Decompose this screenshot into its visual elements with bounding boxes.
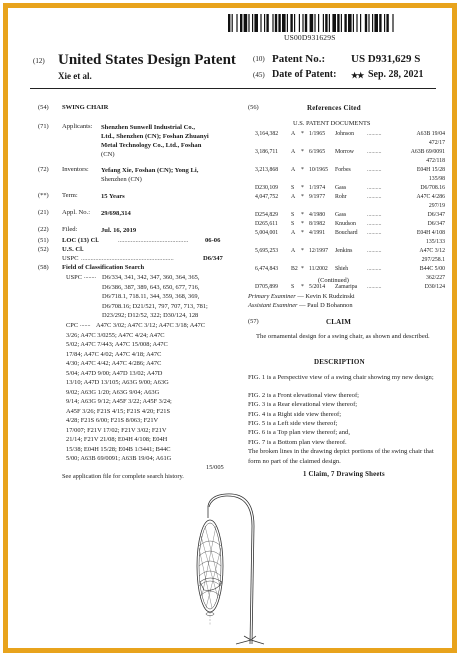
loc-label: LOC (13) Cl.	[62, 237, 99, 244]
ref-subclass: 362/227	[425, 275, 445, 281]
cpc-line: 13/10; A47D 13/105; A63G 9/00; A63G	[66, 379, 169, 386]
barcode-bar	[329, 14, 330, 32]
ref-subclass: 297/258.1	[421, 257, 445, 263]
ref-name: Gass	[335, 212, 347, 218]
us-cl-label: U.S. Cl.	[62, 246, 84, 253]
ref-date: 1/1974	[309, 185, 326, 191]
patent-date: Sep. 28, 2021	[368, 69, 424, 80]
barcode-bar	[332, 14, 336, 32]
inid-code-54: (54)	[38, 104, 49, 111]
ref-leader: ..........	[367, 221, 382, 227]
patent-number-label: Patent No.:	[272, 53, 326, 65]
appl-no-value: 29/698,314	[101, 210, 131, 217]
ref-subclass: 135/98	[428, 176, 445, 182]
barcode-bar	[314, 14, 315, 32]
ref-number: D705,899	[255, 284, 279, 290]
inid-code-52: (52)	[38, 246, 49, 253]
description-line: FIG. 3 is a Rear elevational view thereof;	[248, 401, 358, 409]
reference-row	[255, 212, 445, 221]
ref-number: 3,164,382	[255, 131, 279, 137]
inid-code-21: (21)	[38, 209, 49, 216]
barcode-bar	[360, 14, 361, 32]
cpc-line: 5/02; A47C 7/443; A47C 15/008; A47C	[66, 341, 168, 348]
cpc-line: 3/26; A47C 3/0255; A47C 4/24; A47C	[66, 331, 165, 339]
ref-kind: A	[291, 248, 296, 254]
ref-class: A63B 69/0091	[410, 149, 445, 155]
ref-name: Morrow	[335, 149, 354, 155]
barcode-bar	[260, 14, 261, 32]
swing-chair-drawing	[196, 486, 266, 646]
ref-leader: ..........	[367, 185, 382, 191]
references-heading: References Cited	[307, 104, 361, 112]
barcode-bar	[344, 14, 346, 32]
uspc-label: USPC	[66, 274, 82, 281]
cpc-label: CPC	[66, 322, 79, 329]
document-title: United States Design Patent	[58, 52, 236, 68]
filed-label: Filed:	[62, 226, 78, 233]
ref-class: D6/708.16	[420, 185, 445, 191]
ref-name: Shieh	[335, 266, 349, 272]
barcode-bar	[294, 14, 295, 32]
barcode-bar	[379, 14, 381, 32]
ref-class: A63B 19/04	[416, 131, 445, 137]
ref-class: D6/347	[427, 221, 445, 227]
ref-leader: ..........	[367, 149, 382, 155]
ref-star: *	[301, 149, 304, 155]
broken-lines-note: The broken lines in the drawing depict portions of the swing chair that form no part of the claimed design.	[248, 448, 434, 465]
ref-kind: S	[291, 212, 295, 218]
barcode-bar	[341, 14, 342, 32]
barcode-bar	[278, 14, 280, 32]
inid-code-12: (12)	[33, 57, 45, 65]
date-stars: ★★	[351, 71, 364, 80]
uspc-line: D6/718.1, 718.11, 344, 359, 368, 369,	[102, 293, 200, 300]
reference-row	[255, 221, 445, 230]
header-inventors: Xie et al.	[58, 71, 92, 81]
barcode-bar	[248, 14, 249, 32]
reference-row	[255, 167, 445, 176]
barcode-bar	[299, 14, 300, 32]
ref-leader: ..........	[367, 248, 382, 254]
ref-leader: ..........	[367, 167, 382, 173]
ref-leader: ..........	[367, 230, 382, 236]
patent-date-label: Date of Patent:	[272, 69, 337, 80]
inid-code-57: (57)	[248, 318, 259, 325]
barcode-bar	[323, 14, 324, 32]
barcode-bar	[275, 14, 277, 32]
ref-name: Jenkins	[335, 248, 353, 254]
inid-code-58: (58)	[38, 264, 49, 271]
applicants-line	[101, 132, 209, 141]
us-patent-docs-heading: U.S. PATENT DOCUMENTS	[293, 120, 371, 127]
loc-value: 06-06	[205, 237, 221, 244]
barcode-bar	[348, 14, 352, 32]
ref-class: D30/124	[424, 284, 445, 290]
cpc-line: 4/28; F21S 6/00; F21S 8/063; F21V	[66, 417, 159, 424]
ref-subclass: 472/118	[426, 158, 445, 164]
reference-row	[255, 230, 445, 239]
ref-date: 5/2014	[309, 284, 326, 290]
reference-row	[255, 248, 445, 257]
ref-date: 1/1965	[309, 131, 326, 137]
description-heading: DESCRIPTION	[314, 358, 365, 366]
description-line: FIG. 7 is a Bottom plan view thereof.	[248, 438, 347, 446]
ref-class: E04H 4/108	[416, 230, 445, 236]
cpc-line: 9/02; A63G 1/20; A63G 9/04; A63G	[66, 388, 160, 396]
barcode-bar	[318, 14, 319, 32]
reference-row	[255, 194, 445, 203]
ref-kind: S	[291, 185, 295, 191]
cpc-line: 5/00; A63B 69/0091; A63B 19/04; A61G	[66, 455, 172, 462]
ref-star: *	[301, 131, 304, 137]
barcode-bar	[266, 14, 268, 32]
barcode-bar	[302, 14, 303, 32]
term-label: Term:	[62, 192, 78, 199]
cpc-line: 4/30; A47C 4/42; A47C 4/286; A47C	[66, 360, 162, 367]
description-line: FIG. 4 is a Right side view thereof;	[248, 410, 342, 418]
reference-row	[255, 185, 445, 194]
ref-class: B44C 5/00	[419, 266, 445, 272]
ref-subclass: 472/17	[428, 140, 445, 146]
ref-kind: A	[291, 194, 296, 200]
barcode-bar	[356, 14, 357, 32]
ref-star: *	[301, 230, 304, 236]
design-title: SWING CHAIR	[62, 104, 109, 111]
description-line: FIG. 2 is a Front elevational view thereof;	[248, 392, 359, 399]
reference-row	[255, 131, 445, 140]
claim-text: The ornamental design for a swing chair, as shown and described.	[256, 333, 430, 340]
appl-no-label: Appl. No.:	[62, 209, 91, 216]
barcode-bar	[384, 14, 385, 32]
description-line: FIG. 5 is a Left side view thereof;	[248, 419, 338, 427]
inid-code-72: (72)	[38, 166, 49, 173]
ref-subclass: 297/19	[428, 203, 445, 209]
ref-date: 8/1982	[309, 221, 326, 227]
description-line: FIG. 1 is a Perspective view of a swing chair showing my new design;	[248, 374, 434, 381]
applicants-line: (CN)	[101, 151, 115, 158]
cpc-line: 5/04; A47D 9/00; A47D 13/02; A47D	[66, 369, 163, 377]
barcode-bar	[252, 14, 253, 32]
barcode-bar	[290, 14, 292, 32]
ref-number: 5,695,253	[255, 248, 279, 254]
barcode-bar	[310, 14, 314, 32]
inventors-label: Inventors:	[62, 166, 89, 173]
uspc-line: D6/708.16; D21/521, 797, 707, 713, 781;	[102, 302, 208, 310]
reference-row	[255, 266, 445, 275]
us-cl-value: D6/347	[203, 255, 223, 262]
ref-star: *	[301, 212, 304, 218]
dot-leader: .......	[80, 322, 91, 328]
ref-date: 4/1980	[309, 212, 326, 218]
applicants-line: Metal Technology Co., Ltd., Foshan	[101, 142, 202, 149]
ref-number: D254,829	[255, 212, 279, 218]
ref-date: 6/1965	[309, 149, 326, 155]
barcode-bar	[372, 14, 373, 32]
cpc-line: 17/007; F21V 17/02; F21V 3/02; F21V	[66, 426, 167, 434]
barcode-bar	[365, 14, 367, 32]
primary-examiner-label: Primary Examiner	[248, 293, 296, 300]
cpc-line: A45F 3/26; F21S 4/15; F21S 4/20; F21S	[66, 407, 171, 415]
ref-number: 6,474,843	[255, 266, 279, 272]
ref-date: 10/1965	[309, 167, 329, 173]
ref-star: *	[301, 221, 304, 227]
ref-kind: S	[291, 221, 295, 227]
ref-name: Knudson	[335, 221, 356, 227]
ref-star: *	[301, 284, 304, 290]
inid-code-56: (56)	[248, 104, 259, 111]
cpc-line: 21/14; F21V 21/08; E04H 4/108; E04H	[66, 436, 168, 443]
barcode-bar	[374, 14, 378, 32]
ref-kind: B2	[291, 266, 298, 272]
barcode-bar	[254, 14, 258, 32]
barcode-bar	[228, 14, 230, 32]
cpc-line: 9/14; A63G 9/12; A45F 3/22; A45F 3/24;	[66, 398, 172, 405]
barcode-number: US00D931629S	[284, 33, 336, 42]
assistant-examiner-name: — Paul D Bohannon	[299, 302, 353, 309]
cpc-line: 17/84; A47C 4/02; A47C 4/18; A47C	[66, 350, 162, 358]
ref-kind: A	[291, 149, 296, 155]
barcode-bar	[287, 14, 288, 32]
inid-code-term: (**)	[38, 192, 49, 199]
barcode-bar	[236, 14, 237, 32]
inventors-line: Yefang Xie, Foshan (CN); Yong Li,	[101, 167, 199, 174]
dot-leader: ............................................	[118, 237, 189, 244]
ref-date: 11/2002	[309, 266, 328, 272]
ref-star: *	[301, 185, 304, 191]
ref-star: *	[301, 167, 304, 173]
field-search-label: Field of Classification Search	[62, 264, 145, 271]
primary-examiner-name: — Kevin K Rudzinski	[297, 293, 355, 300]
ref-class: A47C 3/12	[419, 248, 445, 254]
reference-row	[255, 284, 445, 293]
barcode-image	[228, 14, 438, 32]
barcode-bar	[386, 14, 388, 32]
ref-number: D265,611	[255, 221, 278, 227]
barcode-bar	[392, 14, 393, 32]
uspc-line: D23/292; D12/52, 322; D30/124, 128	[102, 312, 199, 319]
cpc-last: 15/005	[206, 464, 224, 471]
ref-name: Johnson	[335, 131, 355, 137]
cpc-line: A47C 3/02; A47C 3/12; A47C 3/18; A47C	[96, 322, 206, 329]
ref-star: *	[301, 266, 304, 272]
patent-number: US D931,629 S	[351, 53, 421, 65]
ref-number: 3,213,868	[255, 167, 279, 173]
ref-date: 12/1997	[309, 248, 329, 254]
document-frame	[3, 3, 457, 653]
ref-leader: ..........	[367, 266, 382, 272]
barcode-bar	[244, 14, 248, 32]
ref-name: Gass	[335, 185, 347, 191]
dot-leader: ..........................................................	[81, 255, 174, 262]
dot-leader: ........	[84, 274, 96, 280]
barcode-bar	[264, 14, 265, 32]
ref-class: A47C 4/286	[416, 194, 445, 200]
ref-number: 4,047,752	[255, 194, 279, 200]
inid-code-45: (45)	[253, 71, 265, 79]
ref-kind: A	[291, 167, 296, 173]
ref-kind: S	[291, 284, 295, 290]
primary-examiner	[248, 293, 355, 300]
uspc-line: D6/386, 387, 389, 643, 650, 677, 716,	[102, 283, 200, 291]
inventors-line: Shenzhen (CN)	[101, 176, 142, 183]
applicants-label: Applicants:	[62, 123, 93, 130]
inid-code-10: (10)	[253, 55, 265, 63]
barcode-bar	[282, 14, 286, 32]
ref-subclass: 135/133	[425, 239, 445, 245]
search-history-note: See application file for complete search history.	[62, 473, 184, 480]
ref-number: 5,004,001	[255, 230, 279, 236]
ref-date: 4/1991	[309, 230, 326, 236]
ref-kind: A	[291, 230, 296, 236]
barcode-bar	[272, 14, 273, 32]
ref-star: *	[301, 194, 304, 200]
inid-code-71: (71)	[38, 123, 49, 130]
inid-code-22: (22)	[38, 226, 49, 233]
description-line: FIG. 6 is a Top plan view thereof; and,	[248, 429, 350, 437]
us-cl-sub: USPC	[62, 255, 79, 262]
ref-leader: ..........	[367, 284, 382, 290]
ref-date: 9/1977	[309, 194, 326, 200]
ref-number: 3,186,711	[255, 149, 278, 155]
claims-summary: 1 Claim, 7 Drawing Sheets	[303, 471, 385, 478]
inid-code-51: (51)	[38, 237, 49, 244]
ref-star: *	[301, 248, 304, 254]
assistant-examiner	[248, 302, 353, 309]
applicants-line: Shenzhen Sunwell Industrial Co.,	[101, 124, 195, 131]
ref-leader: ..........	[367, 131, 382, 137]
refs-continued: (Continued)	[318, 277, 349, 284]
ref-number: D230,109	[255, 185, 279, 191]
barcode-bar	[353, 14, 354, 32]
ref-name: Forbes	[335, 167, 351, 173]
barcode-bar	[325, 14, 327, 32]
filed-value: Jul. 16, 2019	[101, 227, 137, 234]
patent-page	[8, 8, 452, 648]
ref-leader: ..........	[367, 194, 382, 200]
term-value: 15 Years	[101, 193, 125, 200]
barcode-bar	[240, 14, 242, 32]
barcode-bar	[305, 14, 307, 32]
ref-name: Rohr	[335, 194, 347, 200]
reference-row	[255, 149, 445, 158]
barcode-bar	[232, 14, 233, 32]
barcode-bar	[368, 14, 369, 32]
header-divider	[30, 88, 436, 89]
ref-name: Zamaripa	[335, 284, 358, 290]
ref-class: D6/347	[427, 212, 445, 218]
barcode-bar	[337, 14, 339, 32]
ref-class: E04H 15/28	[416, 167, 445, 173]
claim-heading: CLAIM	[326, 318, 352, 326]
uspc-line: D6/334, 341, 342, 347, 360, 364, 365,	[102, 274, 200, 281]
cpc-line: 15/38; E04H 15/28; E04B 1/3441; B44C	[66, 445, 171, 453]
ref-kind: A	[291, 131, 296, 137]
assistant-examiner-label: Assistant Examiner	[248, 302, 298, 309]
applicant-name: Ltd., Shenzhen (CN); Foshan Zhuanyi	[101, 133, 209, 140]
ref-leader: ..........	[367, 212, 382, 218]
ref-name: Bouchard	[335, 230, 358, 236]
